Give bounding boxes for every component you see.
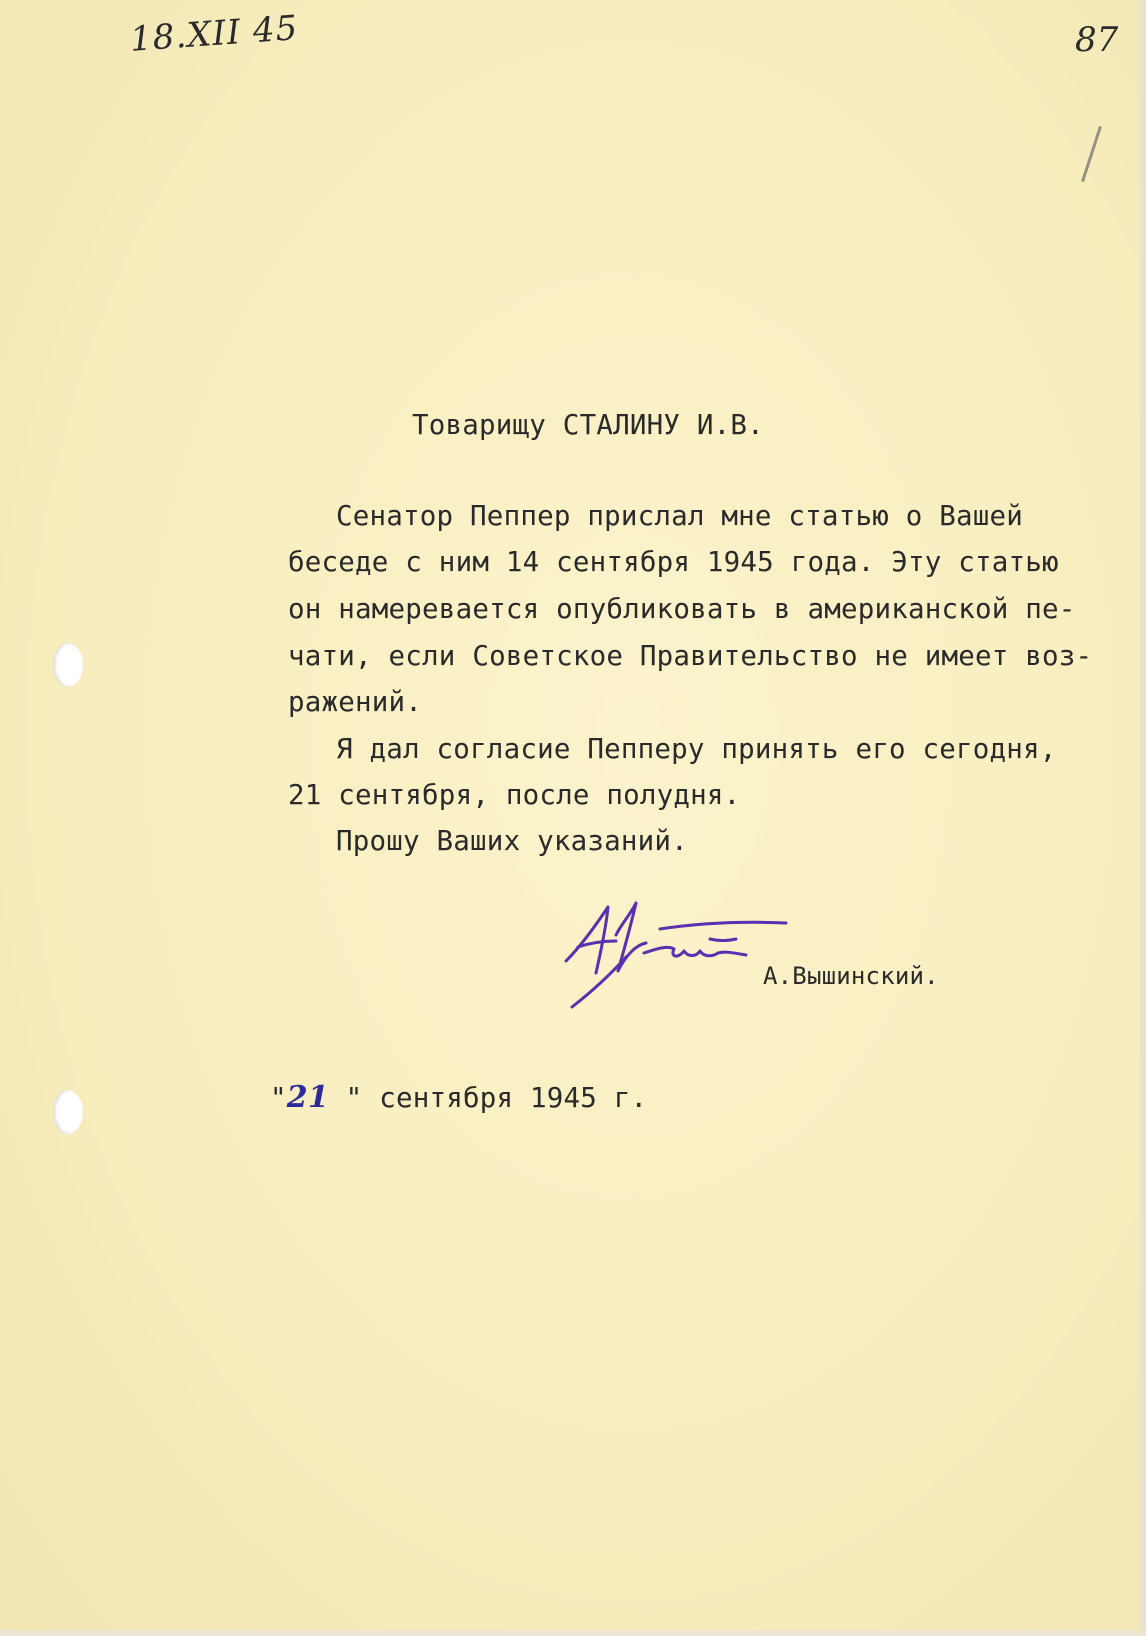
handwritten-reference-note: 18.XII 45 <box>128 8 300 60</box>
handwritten-page-number: 87 <box>1075 20 1119 60</box>
body-line-7: 21 сентября, после полудня. <box>288 779 741 811</box>
date-line <box>270 1080 647 1115</box>
page-edge-right <box>1140 0 1146 1636</box>
body-line-2: беседе с ним 14 сентября 1945 года. Эту статью <box>288 546 1059 578</box>
body-line-1: Сенатор Пеппер прислал мне статью о Вашей <box>336 500 1024 532</box>
body-line-5: ражений. <box>288 686 423 718</box>
signature-mark <box>560 895 810 1010</box>
pencil-tick-mark <box>1081 126 1102 182</box>
body-line-3: он намеревается опубликовать в американской пе- <box>288 593 1076 625</box>
body-line-6: Я дал согласие Пепперу принять его сегодня, <box>336 733 1057 765</box>
punch-hole-bottom <box>53 1090 83 1134</box>
date-day-handwritten: 21 <box>286 1080 329 1115</box>
addressee-line: Товарищу СТАЛИНУ И.В. <box>412 409 764 441</box>
punch-hole-top <box>53 643 83 687</box>
page-edge-bottom <box>0 1630 1146 1636</box>
signer-name: А.Вышинский. <box>763 962 939 990</box>
date-open-quote: " <box>270 1082 287 1114</box>
body-line-8: Прошу Ваших указаний. <box>336 825 688 857</box>
date-rest: " сентября 1945 г. <box>328 1082 648 1114</box>
body-line-4: чати, если Советское Правительство не имеет воз- <box>288 640 1093 672</box>
